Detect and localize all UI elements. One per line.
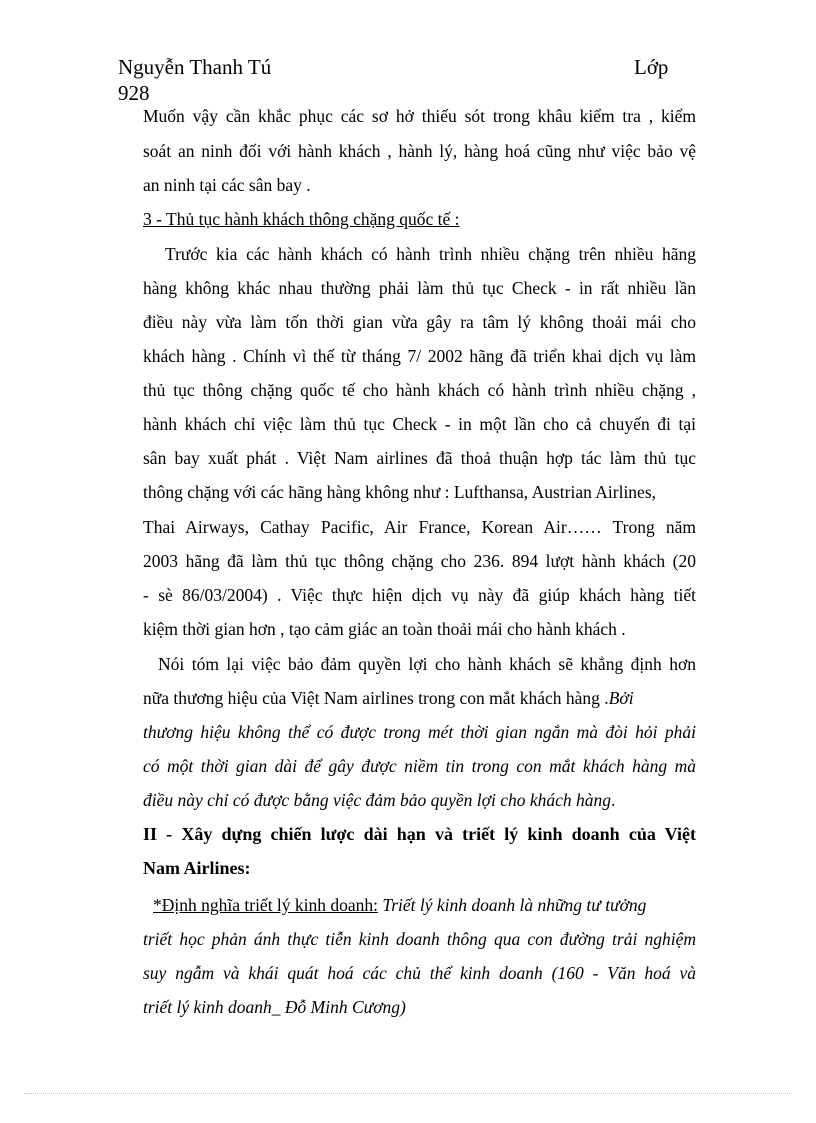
paragraph-line: điều này vừa làm tốn thời gian vừa gây ra tâm lý không thoải mái cho bbox=[143, 312, 696, 332]
definition-label: *Định nghĩa triết lý kinh doanh: bbox=[153, 895, 379, 915]
class-label: Lớp bbox=[634, 55, 669, 79]
paragraph-line: 2003 hãng đã làm thủ tục thông chặng cho 236. 894 lượt hành khách (20 bbox=[143, 551, 696, 571]
section-heading: 3 - Thủ tục hành khách thông chặng quốc tế : bbox=[143, 209, 460, 229]
class-number: 928 bbox=[118, 81, 150, 105]
definition-line: suy ngẫm và khái quát hoá các chủ thể kinh doanh (160 - Văn hoá và bbox=[143, 963, 696, 983]
definition-text: Triết lý kinh doanh là những tư tưởng bbox=[382, 895, 647, 915]
paragraph-line: Muốn vậy cần khắc phục các sơ hở thiếu sót trong khâu kiểm tra , kiểm bbox=[143, 106, 696, 126]
paragraph-line: Trước kia các hành khách có hành trình nhiều chặng trên nhiều hãng bbox=[165, 244, 696, 264]
paragraph-line: hàng không khác nhau thường phải làm thủ tục Check - in rất nhiều lần bbox=[143, 278, 696, 298]
paragraph-text: nữa thương hiệu của Việt Nam airlines trong con mắt khách hàng . bbox=[143, 688, 609, 708]
paragraph-line: thông chặng với các hãng hàng không như : Lufthansa, Austrian Airlines, bbox=[143, 482, 657, 502]
paragraph-line: Thai Airways, Cathay Pacific, Air France, Korean Air…… Trong năm bbox=[143, 517, 696, 537]
paragraph-line: thương hiệu không thể có được trong mét thời gian ngắn mà đòi hỏi phải bbox=[143, 722, 696, 742]
chapter-heading: II - Xây dựng chiến lược dài hạn và triết lý kinh doanh của Việt bbox=[143, 824, 696, 844]
chapter-heading: Nam Airlines: bbox=[143, 858, 251, 878]
paragraph-line: thủ tục thông chặng quốc tế cho hành khách có hành trình nhiều chặng , bbox=[143, 380, 696, 400]
paragraph-text-italic: Bởi bbox=[608, 688, 634, 708]
definition-line: triết lý kinh doanh_ Đỗ Minh Cương) bbox=[143, 997, 406, 1017]
paragraph-text-italic: điều này chỉ có được bằng việc đảm bảo quyền lợi cho khách hàng bbox=[143, 790, 612, 810]
paragraph-line: sân bay xuất phát . Việt Nam airlines đã thoả thuận hợp tác làm thủ tục bbox=[143, 448, 696, 468]
author-name: Nguyễn Thanh Tú bbox=[118, 55, 272, 79]
definition-line: triết học phản ánh thực tiễn kinh doanh thông qua con đường trải nghiệm bbox=[143, 929, 696, 949]
paragraph-line bbox=[143, 788, 615, 812]
paragraph-line: an ninh tại các sân bay . bbox=[143, 175, 311, 195]
page-footer-rule bbox=[24, 1093, 792, 1094]
paragraph-line: hành khách chỉ việc làm thủ tục Check - in một lần cho cả chuyến đi tại bbox=[143, 414, 696, 434]
paragraph-text: . bbox=[611, 790, 616, 810]
paragraph-line: Nói tóm lại việc bảo đảm quyền lợi cho hành khách sẽ khẳng định hơn bbox=[158, 654, 696, 674]
paragraph-line: soát an ninh đối với hành khách , hành lý, hàng hoá cũng như việc bảo vệ bbox=[143, 141, 696, 161]
paragraph-line: kiệm thời gian hơn , tạo cảm giác an toàn thoải mái cho hành khách . bbox=[143, 619, 626, 639]
paragraph-line bbox=[143, 686, 696, 710]
paragraph-line: có một thời gian dài để gây được niềm tin trong con mắt khách hàng mà bbox=[143, 756, 696, 776]
paragraph-line: khách hàng . Chính vì thế từ tháng 7/ 2002 hãng đã triển khai dịch vụ làm bbox=[143, 346, 696, 366]
definition-line bbox=[143, 893, 696, 917]
paragraph-line: - sè 86/03/2004) . Việc thực hiện dịch vụ này đã giúp khách hàng tiết bbox=[143, 585, 696, 605]
